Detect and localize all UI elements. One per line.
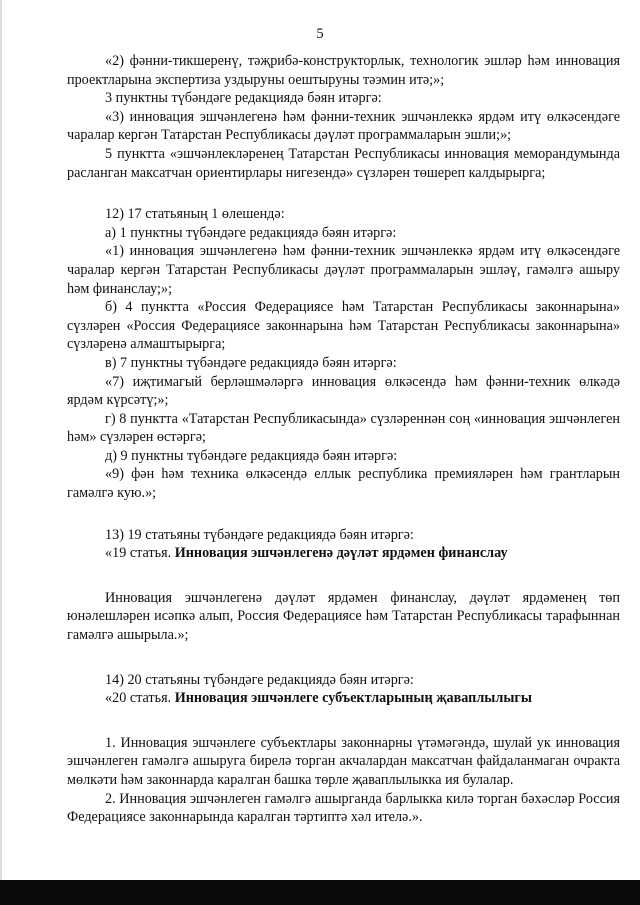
article-20-title: Инновация эшчәнлеге субъектларының җаваплылыгы — [174, 690, 532, 707]
paragraph: Инновация эшчәнлегенә дәүләт ярдәмен финанслау, дәүләт ярдәменең төп юнәлешләрен исәпкә алып, Россия Федерациясе һәм Татарстан Республикасы тарафыннан гамәлгә ашырыла.»; — [67, 589, 620, 644]
paragraph: «9) фән һәм техника өлкәсендә еллык республика премияләрен һәм грантларын гамәлгә кую.»; — [67, 466, 620, 502]
article-19-label: «19 статья. — [105, 545, 175, 562]
paragraph: «2) фәнни-тикшеренү, тәҗрибә-конструкторлык, технологик эшләр һәм инновация проектларына экспертиза уздыруны оештыруны тәэмин итә;»; — [67, 53, 620, 88]
paragraph: а) 1 пунктны түбәндәге редакциядә бәян итәргә: — [105, 224, 397, 241]
paragraph: д) 9 пунктны түбәндәге редакциядә бәян итәргә: — [105, 447, 398, 464]
paragraph: б) 4 пунктта «Россия Федерациясе һәм Татарстан Республикасы законнарына» сүзләрен «Россия Федерациясе законнарына һәм Татарстан Республикасы законнарына» сүзләренә алмаштырырга; — [67, 299, 620, 353]
paragraph: «1) инновация эшчәнлегенә һәм фәнни-техник эшчәнлеккә ярдәм итү өлкәсендәге чаралар кергән Татарстан Республикасы дәүләт программаларын эшләү, гамәлгә ашыру һәм финанслау;»; — [67, 243, 620, 297]
section-item-14: 14) 20 статьяны түбәндәге редакциядә бәян итәргә: — [105, 671, 414, 688]
paragraph: 3 пунктны түбәндәге редакциядә бәян итәргә: — [105, 90, 382, 107]
document-body — [67, 52, 620, 827]
section-item-13: 13) 19 статьяны түбәндәге редакциядә бәян итәргә: — [105, 526, 414, 543]
paragraph: 2. Инновация эшчәнлеген гамәлгә ашырганда барлыкка килә торган бәхәсләр Россия Федерациясе законнарында каралган тәртиптә хәл ителә.». — [67, 790, 620, 826]
page-number: 5 — [316, 26, 324, 42]
paragraph: 5 пунктта «эшчәнлекләренең Татарстан Республикасы инновация меморандумында расланган максатчан ориентирлары нигезендә» сүзләрен төшереп калдырырга; — [67, 145, 620, 181]
paragraph: 1. Инновация эшчәнлеге субъектлары законнарны үтәмәгәндә, шулай ук инновация эшчәнлеген гамәлгә ашыруга бирелә торган акчалардан максатчан файдаланмаган очракта мөлкәти һәм законнарда каралган башка төрле җаваплылыкка ия булалар. — [67, 734, 620, 788]
paragraph: «7) иҗтимагый берләшмәләргә инновация өлкәсендә һәм фәнни-техник өлкәдә ярдәм күрсәтү;»; — [67, 373, 620, 409]
article-19-title: Инновация эшчәнлегенә дәүләт ярдәмен финанслау — [174, 545, 508, 562]
article-20-label: «20 статья. — [105, 690, 175, 707]
article-20-heading — [67, 689, 620, 708]
paragraph: в) 7 пунктны түбәндәге редакциядә бәян итәргә: — [105, 354, 397, 371]
paragraph: «3) инновация эшчәнлегенә һәм фәнни-техник эшчәнлеккә ярдәм итү өлкәсендәге чаралар кергән Татарстан Республикасы дәүләт программаларын эшли;»; — [67, 108, 620, 144]
section-item-12: 12) 17 статьяның 1 өлешендә: — [105, 206, 285, 223]
paragraph: г) 8 пунктта «Татарстан Республикасында» сүзләреннән соң «инновация эшчәнлеген һәм» сүзләрен өстәргә; — [67, 410, 620, 446]
article-19-heading — [67, 544, 620, 563]
scan-edge — [0, 0, 2, 880]
scan-bottom-border — [0, 880, 640, 905]
